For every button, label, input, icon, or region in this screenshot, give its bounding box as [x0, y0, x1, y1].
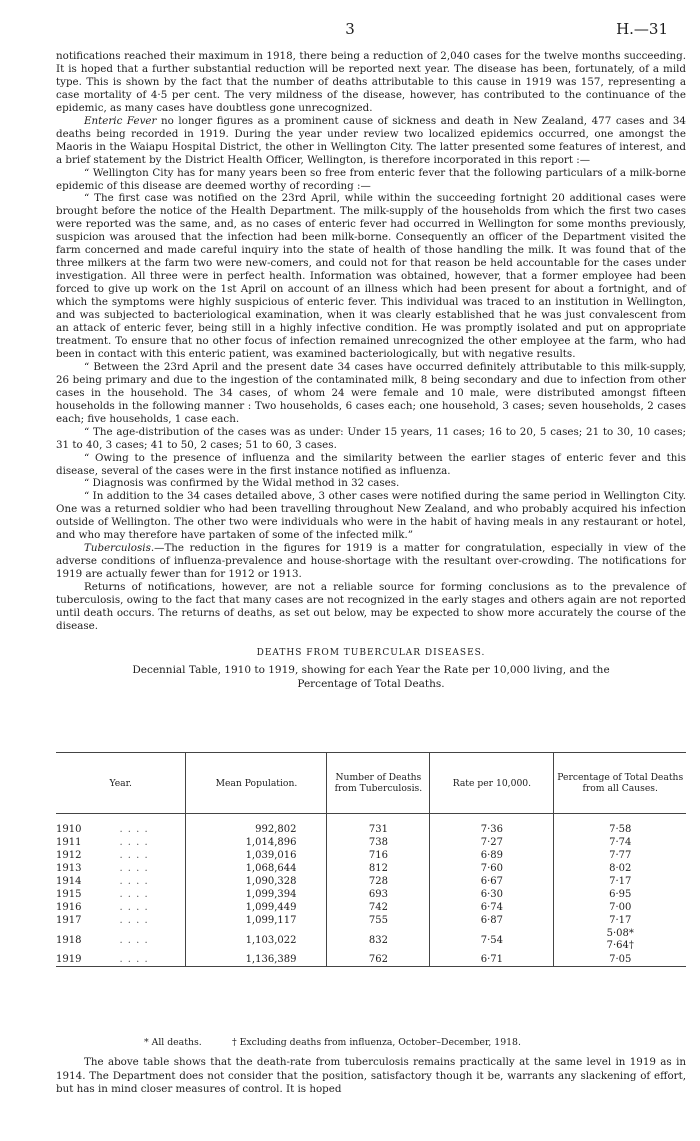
document-reference: H.—31 [616, 20, 668, 38]
cell-year [56, 927, 186, 953]
cell-year [56, 823, 186, 836]
cell-percentage: 6·95 [554, 888, 686, 901]
cell-percentage: 7·74 [554, 836, 686, 849]
year-value: 1910 [56, 824, 82, 835]
cell-percentage: 7·00 [554, 901, 686, 914]
leader-dots: . . . . [119, 876, 149, 887]
cell-population: 1,099,449 [186, 901, 327, 914]
cell-year [56, 849, 186, 862]
cell-deaths: 812 [327, 862, 430, 875]
enteric-heading: Enteric Fever [84, 114, 157, 127]
closing-paragraph: The above table shows that the death-rate from tuberculosis remains practically at the same level in 1919 as in 1914. The Department does not consider that the position, satisfactory though it be, warrants any slackening of effort, but has in mind closer measures of control. It is hoped [56, 1056, 686, 1095]
table-row [56, 862, 686, 875]
cell-percentage: 7·58 [554, 823, 686, 836]
table-row [56, 953, 686, 967]
leader-dots: . . . . [119, 837, 149, 848]
cell-rate: 6·89 [430, 849, 554, 862]
year-value: 1911 [56, 837, 82, 848]
paragraph: “ The first case was notified on the 23rd April, while within the succeeding fortnight 20 additional cases were brought before the notice of the Health Department. The milk-supply of the households from which the first two cases were reported was the same, and, as no cases of enteric fever had occurred in Wellington for some months previously, suspicion was aroused that the infection had been milk-borne. Consequently an officer of the Department visited the farm concerned and made careful inquiry into the state of health of those handling the milk. It was found that of the three milkers at the farm two were new-comers, and could not for that reason be held accountable for the cases under investigation. All three were in perfect health. Information was obtained, however, that a former employee had been forced to give up work on the 1st April on account of an illness which had been present for about a fortnight, and of which the symptoms were highly suspicious of enteric fever. This individual was traced to an institution in Wellington, and was subjected to bacteriological examination, when it was clearly established that he was just convalescent from an attack of enteric fever, being still in a highly infective condition. He was promptly isolated and put on appropriate treatment. To ensure that no other focus of infection remained unrecognized the other employee at the farm, who had been in contact with this enteric patient, was examined bacteriologically, but with negative results. [56, 192, 686, 360]
col-header-deaths: Number of Deaths from Tuberculosis. [327, 753, 430, 814]
percentage-all: 5·08* [606, 928, 634, 939]
cell-percentage: 7·17 [554, 914, 686, 927]
leader-dots: . . . . [119, 954, 149, 965]
paragraph: “ The age-distribution of the cases was as under: Under 15 years, 11 cases; 16 to 20, 5 cases; 21 to 30, 10 cases; 31 to 40, 3 cases; 41 to 50, 2 cases; 51 to 60, 3 cases. [56, 425, 686, 451]
cell-year [56, 901, 186, 914]
year-value: 1919 [56, 954, 82, 965]
cell-rate: 7·54 [430, 927, 554, 953]
year-value: 1914 [56, 876, 82, 887]
tuberculosis-table [56, 752, 686, 967]
year-value: 1912 [56, 850, 82, 861]
table-row [56, 888, 686, 901]
cell-year [56, 836, 186, 849]
cell-rate: 6·87 [430, 914, 554, 927]
cell-year [56, 888, 186, 901]
year-value: 1915 [56, 889, 82, 900]
table-row [56, 927, 686, 953]
leader-dots: . . . . [119, 902, 149, 913]
paragraph-tuberculosis: Tuberculosis.—The reduction in the figures for 1919 is a matter for congratulation, especially in view of the adverse conditions of influenza-prevalence and house-shortage with the resultant over-crowding. The notifications for 1919 are actually fewer than for 1912 or 1913. [56, 542, 686, 581]
table-row [56, 849, 686, 862]
cell-population: 1,099,117 [186, 914, 327, 927]
leader-dots: . . . . [119, 934, 149, 946]
tuberculosis-heading: Tuberculosis. [84, 542, 155, 555]
col-header-year: Year. [56, 753, 186, 814]
cell-rate: 6·67 [430, 875, 554, 888]
cell-population: 992,802 [186, 823, 327, 836]
cell-deaths: 742 [327, 901, 430, 914]
cell-deaths: 755 [327, 914, 430, 927]
cell-year [56, 875, 186, 888]
cell-rate: 7·27 [430, 836, 554, 849]
cell-deaths: 731 [327, 823, 430, 836]
col-header-rate: Rate per 10,000. [430, 753, 554, 814]
body-text [56, 50, 686, 691]
table-row [56, 901, 686, 914]
cell-percentage [554, 927, 686, 953]
cell-population: 1,099,394 [186, 888, 327, 901]
cell-deaths: 738 [327, 836, 430, 849]
cell-year [56, 862, 186, 875]
leader-dots: . . . . [119, 824, 149, 835]
cell-population: 1,039,016 [186, 849, 327, 862]
footnote-all-deaths: * All deaths. [144, 1037, 202, 1048]
footnote-excluding-influenza: † Excluding deaths from influenza, October–December, 1918. [232, 1037, 521, 1048]
cell-deaths: 762 [327, 953, 430, 967]
year-value: 1917 [56, 915, 82, 926]
paragraph: “ Wellington City has for many years been so free from enteric fever that the following particulars of a milk-borne epidemic of this disease are deemed worthy of recording :— [56, 166, 686, 192]
cell-population: 1,068,644 [186, 862, 327, 875]
cell-deaths: 728 [327, 875, 430, 888]
leader-dots: . . . . [119, 889, 149, 900]
cell-deaths: 832 [327, 927, 430, 953]
cell-percentage: 7·05 [554, 953, 686, 967]
page-number: 3 [345, 20, 355, 38]
year-value: 1913 [56, 863, 82, 874]
paragraph: “ In addition to the 34 cases detailed above, 3 other cases were notified during the same period in Wellington City. One was a returned soldier who had been travelling throughout New Zealand, and who probably acquired his infection outside of Wellington. The other two were individuals who were in the habit of having meals in any restaurant or hotel, and who may therefore have partaken of some of the infected milk.” [56, 490, 686, 542]
cell-population: 1,090,328 [186, 875, 327, 888]
percentage-excluding: 7·64† [606, 940, 634, 951]
leader-dots: . . . . [119, 850, 149, 861]
year-value: 1916 [56, 902, 82, 913]
paragraph: “ Diagnosis was confirmed by the Widal method in 32 cases. [84, 477, 400, 490]
paragraph-enteric: Enteric Fever no longer figures as a prominent cause of sickness and death in New Zealand, 477 cases and 34 deaths being recorded in 1919. During the year under review two localized epidemics occurred, one amongst the Maoris in the Waiapu Hospital District, the other in Wellington City. The latter presented some features of interest, and a brief statement by the District Health Officer, Wellington, is therefore incorporated in this report :— [56, 114, 686, 166]
table-subtitle: Decennial Table, 1910 to 1919, showing for each Year the Rate per 10,000 living, and the Percentage of Total Deaths. [132, 663, 610, 690]
cell-rate: 6·74 [430, 901, 554, 914]
cell-population: 1,014,896 [186, 836, 327, 849]
table-row [56, 914, 686, 927]
cell-rate: 6·71 [430, 953, 554, 967]
cell-population: 1,103,022 [186, 927, 327, 953]
cell-deaths: 693 [327, 888, 430, 901]
cell-percentage: 7·77 [554, 849, 686, 862]
cell-deaths: 716 [327, 849, 430, 862]
table-row [56, 823, 686, 836]
cell-population: 1,136,389 [186, 953, 327, 967]
cell-rate: 7·60 [430, 862, 554, 875]
col-header-percentage: Percentage of Total Deaths from all Causes. [554, 753, 686, 814]
table-title: DEATHS FROM TUBERCULAR DISEASES. [256, 647, 486, 658]
paragraph: Returns of notifications, however, are not a reliable source for forming conclusions as to the prevalence of tuberculosis, owing to the fact that many cases are not recognized in the early stages and others again are not reported until death occurs. The returns of deaths, as set out below, may be expected to show more accurately the course of the disease. [56, 581, 686, 632]
cell-rate: 7·36 [430, 823, 554, 836]
cell-percentage: 8·02 [554, 862, 686, 875]
cell-percentage: 7·17 [554, 875, 686, 888]
year-value: 1918 [56, 934, 82, 946]
table-row [56, 875, 686, 888]
paragraph: “ Owing to the presence of influenza and the similarity between the earlier stages of enteric fever and this disease, several of the cases were in the first instance notified as influenza. [56, 451, 686, 477]
cell-year [56, 914, 186, 927]
table-row [56, 836, 686, 849]
paragraph: “ Between the 23rd April and the present date 34 cases have occurred definitely attributable to this milk-supply, 26 being primary and due to the ingestion of the contaminated milk, 8 being secondary and due to infection from other cases in the household. The 34 cases, of whom 24 were female and 10 male, were distributed amongst fifteen households in the following manner : Two households, 6 cases each; one household, 3 cases; seven households, 2 cases each; five households, 1 case each. [56, 360, 686, 425]
leader-dots: . . . . [119, 915, 149, 926]
leader-dots: . . . . [119, 863, 149, 874]
cell-year [56, 953, 186, 967]
paragraph: notifications reached their maximum in 1918, there being a reduction of 2,040 cases for the twelve months succeeding. It is hoped that a further substantial reduction will be reported next year. The disease has been, fortunately, of a mild type. This is shown by the fact that the number of deaths attributable to this cause in 1919 was 157, representing a case mortality of 4·5 per cent. The very mildness of the disease, however, has contributed to the continuance of the epidemic, as many cases have doubtless gone unrecognized. [56, 50, 686, 114]
cell-rate: 6·30 [430, 888, 554, 901]
col-header-population: Mean Population. [186, 753, 327, 814]
